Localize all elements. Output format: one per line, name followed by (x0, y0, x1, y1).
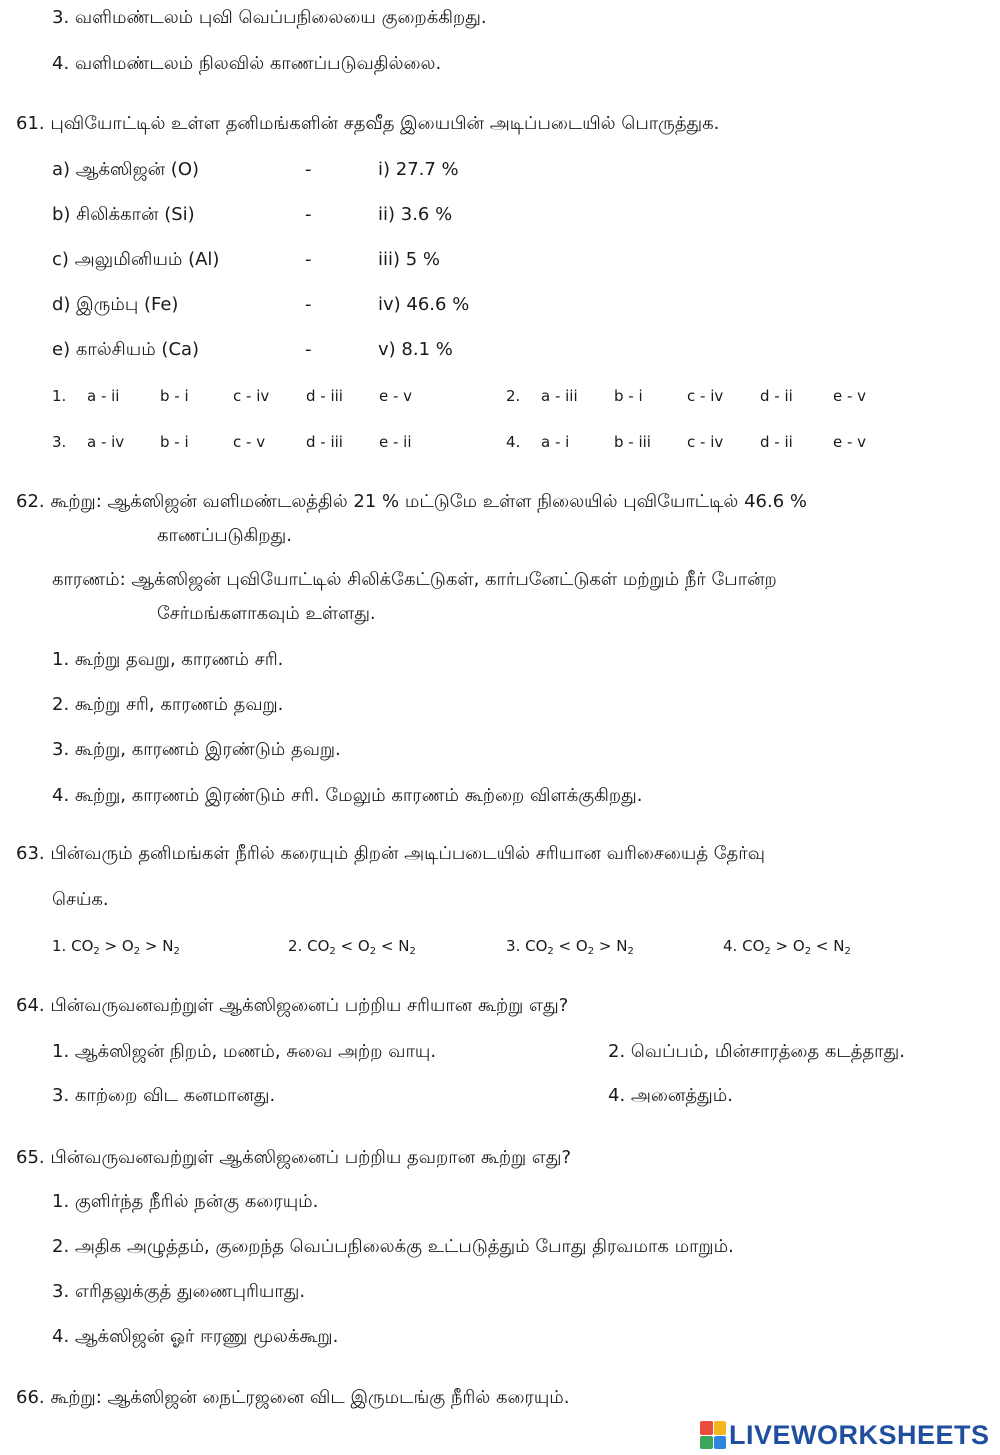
subscript: 2 (844, 946, 851, 957)
comparison-op: > (104, 937, 118, 955)
formula-n2: N (616, 937, 628, 955)
option-pair: d - iii (306, 387, 343, 405)
option-pair: a - ii (87, 387, 120, 405)
option-pair: d - iii (306, 433, 343, 451)
option-number: 1. (52, 387, 67, 405)
option-pair: d - ii (760, 433, 793, 451)
option-pair: a - iv (87, 433, 125, 451)
question-62-reason-cont: சேர்மங்களாகவும் உள்ளது. (157, 603, 376, 624)
liveworksheets-brand (700, 1418, 995, 1452)
match-left: a) ஆக்ஸிஜன் (O) (52, 159, 200, 180)
comparison-op: > (775, 937, 789, 955)
subscript: 2 (329, 946, 336, 957)
option-pair: b - i (160, 387, 189, 405)
option-pair: d - ii (760, 387, 793, 405)
option-pair: e - v (833, 387, 867, 405)
option-pair: c - v (233, 433, 266, 451)
option-pair: b - i (160, 433, 189, 451)
match-right: iv) 46.6 % (378, 294, 470, 315)
option-number: 4. (723, 937, 738, 955)
option-number: 4. (506, 433, 521, 451)
answer-option-1[interactable]: 1. ஆக்ஸிஜன் நிறம், மணம், சுவை அற்ற வாயு. (52, 1041, 437, 1062)
match-left: c) அலுமினியம் (Al) (52, 249, 220, 270)
question-63: 63. பின்வரும் தனிமங்கள் நீரில் கரையும் திறன் அடிப்படையில் சரியான வரிசையைத் தேர்வு (16, 843, 765, 864)
comparison-op: > (598, 937, 612, 955)
liveworksheets-logo-icon (700, 1421, 726, 1449)
match-dash: - (305, 249, 312, 270)
subscript: 2 (409, 946, 416, 957)
answer-option-2[interactable]: 2. கூற்று சரி, காரணம் தவறு. (52, 694, 284, 715)
formula-o2: O (575, 937, 588, 955)
formula-n2: N (833, 937, 845, 955)
option-number: 2. (506, 387, 521, 405)
answer-option-4[interactable]: 4. ஆக்ஸிஜன் ஓர் ஈரணு மூலக்கூறு. (52, 1326, 339, 1347)
formula-o2: O (121, 937, 134, 955)
formula-co2: CO (525, 937, 548, 955)
answer-option-4[interactable] (506, 430, 946, 454)
question-65: 65. பின்வருவனவற்றுள் ஆக்ஸிஜனைப் பற்றிய தவறான கூற்று எது? (16, 1147, 572, 1168)
question-62-statement: 62. கூற்று: ஆக்ஸிஜன் வளிமண்டலத்தில் 21 % மட்டுமே உள்ள நிலையில் புவியோட்டில் 46.6 % (16, 491, 807, 512)
match-left: b) சிலிக்கான் (Si) (52, 204, 195, 225)
question-61: 61. புவியோட்டில் உள்ள தனிமங்களின் சதவீத இயைபின் அடிப்படையில் பொருத்துக. (16, 113, 720, 134)
subscript: 2 (587, 946, 595, 957)
subscript: 2 (547, 946, 554, 957)
answer-option-4[interactable]: 4. கூற்று, காரணம் இரண்டும் சரி. மேலும் காரணம் கூற்றை விளக்குகிறது. (52, 785, 643, 806)
subscript: 2 (764, 946, 771, 957)
option-pair: c - iv (687, 387, 724, 405)
comparison-op: < (340, 937, 354, 955)
option-pair: b - i (614, 387, 643, 405)
answer-option-1[interactable]: 1. குளிர்ந்த நீரில் நன்கு கரையும். (52, 1191, 319, 1212)
formula-co2: CO (307, 937, 330, 955)
option-pair: e - v (379, 387, 413, 405)
answer-option-4[interactable]: 4. அனைத்தும். (608, 1085, 733, 1106)
option-pair: b - iii (614, 433, 651, 451)
question-63-cont: செய்க. (52, 889, 109, 910)
subscript: 2 (93, 946, 100, 957)
answer-option-4[interactable] (723, 934, 923, 958)
subscript: 2 (627, 946, 634, 957)
match-dash: - (305, 159, 312, 180)
question-64: 64. பின்வருவனவற்றுள் ஆக்ஸிஜனைப் பற்றிய சரியான கூற்று எது? (16, 995, 569, 1016)
comparison-op: < (815, 937, 829, 955)
option-pair: c - iv (233, 387, 270, 405)
formula-n2: N (162, 937, 174, 955)
match-right: i) 27.7 % (378, 159, 459, 180)
subscript: 2 (369, 946, 377, 957)
formula-co2: CO (742, 937, 765, 955)
formula-o2: O (357, 937, 370, 955)
comparison-op: < (558, 937, 572, 955)
answer-option-1[interactable] (52, 384, 492, 408)
answer-option-3[interactable]: 3. கூற்று, காரணம் இரண்டும் தவறு. (52, 739, 341, 760)
question-62-statement-cont: காணப்படுகிறது. (157, 525, 293, 546)
answer-option-2[interactable]: 2. அதிக அழுத்தம், குறைந்த வெப்பநிலைக்கு உட்படுத்தும் போது திரவமாக மாறும். (52, 1236, 734, 1257)
option-pair: c - iv (687, 433, 724, 451)
formula-o2: O (792, 937, 805, 955)
option-pair: e - ii (379, 433, 412, 451)
answer-option-2[interactable] (288, 934, 488, 958)
match-left: d) இரும்பு (Fe) (52, 294, 179, 315)
subscript: 2 (173, 946, 180, 957)
option-line: 3. வளிமண்டலம் புவி வெப்பநிலையை குறைக்கிறது. (52, 7, 487, 28)
question-66-statement: 66. கூற்று: ஆக்ஸிஜன் நைட்ரஜனை விட இருமடங்கு நீரில் கரையும். (16, 1387, 570, 1408)
answer-option-2[interactable]: 2. வெப்பம், மின்சாரத்தை கடத்தாது. (608, 1041, 905, 1062)
question-62-reason: காரணம்: ஆக்ஸிஜன் புவியோட்டில் சிலிக்கேட்டுகள், கார்பனேட்டுகள் மற்றும் நீர் போன்ற (52, 569, 777, 590)
subscript: 2 (804, 946, 812, 957)
option-number: 1. (52, 937, 67, 955)
answer-option-3[interactable]: 3. எரிதலுக்குத் துணைபுரியாது. (52, 1281, 306, 1302)
match-right: ii) 3.6 % (378, 204, 453, 225)
formula-n2: N (398, 937, 410, 955)
match-right: v) 8.1 % (378, 339, 453, 360)
option-pair: a - i (541, 433, 570, 451)
answer-option-3[interactable] (506, 934, 706, 958)
subscript: 2 (133, 946, 141, 957)
answer-option-3[interactable]: 3. காற்றை விட கனமானது. (52, 1085, 276, 1106)
match-dash: - (305, 294, 312, 315)
answer-option-3[interactable] (52, 430, 492, 454)
match-dash: - (305, 339, 312, 360)
option-number: 3. (52, 433, 67, 451)
answer-option-2[interactable] (506, 384, 946, 408)
answer-option-1[interactable] (52, 934, 252, 958)
comparison-op: > (144, 937, 158, 955)
match-dash: - (305, 204, 312, 225)
option-number: 2. (288, 937, 303, 955)
brand-name: LIVEWORKSHEETS (729, 1419, 990, 1450)
option-number: 3. (506, 937, 521, 955)
option-pair: a - iii (541, 387, 578, 405)
answer-option-1[interactable]: 1. கூற்று தவறு, காரணம் சரி. (52, 649, 284, 670)
option-pair: e - v (833, 433, 867, 451)
match-left: e) கால்சியம் (Ca) (52, 339, 200, 360)
option-line: 4. வளிமண்டலம் நிலவில் காணப்படுவதில்லை. (52, 53, 442, 74)
formula-co2: CO (71, 937, 94, 955)
match-right: iii) 5 % (378, 249, 441, 270)
comparison-op: < (380, 937, 394, 955)
